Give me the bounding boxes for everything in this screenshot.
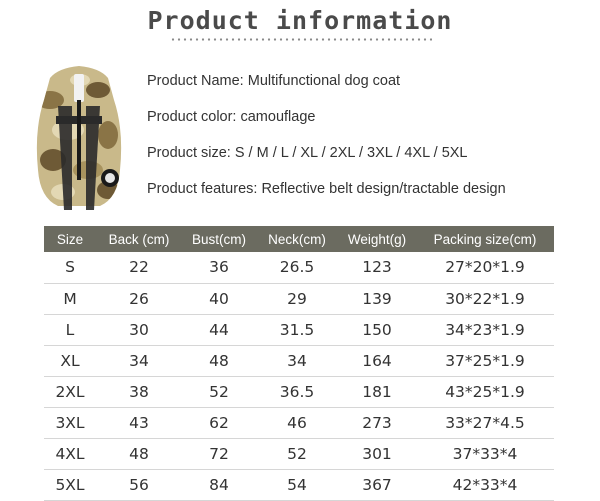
page-title: Product information xyxy=(147,6,453,35)
product-color: Product color: camouflage xyxy=(147,109,316,125)
cell-bust: 62 xyxy=(182,407,256,438)
table-row xyxy=(44,345,554,376)
table-row xyxy=(44,283,554,314)
cell-back: 43 xyxy=(96,407,182,438)
cell-weight: 367 xyxy=(338,469,416,500)
cell-weight: 181 xyxy=(338,376,416,407)
cell-bust: 52 xyxy=(182,376,256,407)
cell-neck: 46 xyxy=(256,407,338,438)
cell-packing-size: 30*22*1.9 xyxy=(416,283,554,314)
cell-weight: 150 xyxy=(338,314,416,345)
cell-weight: 273 xyxy=(338,407,416,438)
table-row xyxy=(44,314,554,345)
cell-packing-size: 27*20*1.9 xyxy=(416,252,554,283)
header-weight: Weight(g) xyxy=(338,226,416,252)
cell-size: M xyxy=(44,283,96,314)
cell-bust: 44 xyxy=(182,314,256,345)
cell-neck: 34 xyxy=(256,345,338,376)
cell-bust: 72 xyxy=(182,438,256,469)
cell-packing-size: 43*25*1.9 xyxy=(416,376,554,407)
size-chart-table xyxy=(44,226,554,501)
cell-packing-size: 37*33*4 xyxy=(416,438,554,469)
table-row xyxy=(44,376,554,407)
table-row xyxy=(44,407,554,438)
cell-packing-size: 33*27*4.5 xyxy=(416,407,554,438)
header-packing-size: Packing size(cm) xyxy=(416,226,554,252)
cell-size: XL xyxy=(44,345,96,376)
cell-weight: 301 xyxy=(338,438,416,469)
cell-back: 56 xyxy=(96,469,182,500)
cell-neck: 54 xyxy=(256,469,338,500)
header-neck: Neck(cm) xyxy=(256,226,338,252)
cell-size: 4XL xyxy=(44,438,96,469)
header-bust: Bust(cm) xyxy=(182,226,256,252)
cell-size: 2XL xyxy=(44,376,96,407)
cell-size: 3XL xyxy=(44,407,96,438)
header-back: Back (cm) xyxy=(96,226,182,252)
cell-weight: 139 xyxy=(338,283,416,314)
dog-coat-product-image xyxy=(28,60,130,210)
table-row xyxy=(44,438,554,469)
product-size: Product size: S / M / L / XL / 2XL / 3XL / 4XL / 5XL xyxy=(147,145,468,161)
product-name: Product Name: Multifunctional dog coat xyxy=(147,73,401,89)
cell-back: 22 xyxy=(96,252,182,283)
cell-packing-size: 34*23*1.9 xyxy=(416,314,554,345)
cell-size: 5XL xyxy=(44,469,96,500)
cell-neck: 52 xyxy=(256,438,338,469)
cell-back: 48 xyxy=(96,438,182,469)
cell-packing-size: 42*33*4 xyxy=(416,469,554,500)
cell-weight: 123 xyxy=(338,252,416,283)
header-size: Size xyxy=(44,226,96,252)
cell-neck: 29 xyxy=(256,283,338,314)
cell-weight: 164 xyxy=(338,345,416,376)
cell-size: L xyxy=(44,314,96,345)
cell-back: 26 xyxy=(96,283,182,314)
cell-neck: 36.5 xyxy=(256,376,338,407)
cell-back: 30 xyxy=(96,314,182,345)
table-row xyxy=(44,469,554,500)
cell-back: 34 xyxy=(96,345,182,376)
cell-neck: 31.5 xyxy=(256,314,338,345)
cell-neck: 26.5 xyxy=(256,252,338,283)
title-dotted-divider xyxy=(170,38,432,41)
table-header-row xyxy=(44,226,554,252)
cell-bust: 36 xyxy=(182,252,256,283)
cell-bust: 48 xyxy=(182,345,256,376)
cell-packing-size: 37*25*1.9 xyxy=(416,345,554,376)
cell-size: S xyxy=(44,252,96,283)
product-features: Product features: Reflective belt design/tractable design xyxy=(147,181,506,197)
cell-bust: 84 xyxy=(182,469,256,500)
cell-bust: 40 xyxy=(182,283,256,314)
table-row xyxy=(44,252,554,283)
cell-back: 38 xyxy=(96,376,182,407)
